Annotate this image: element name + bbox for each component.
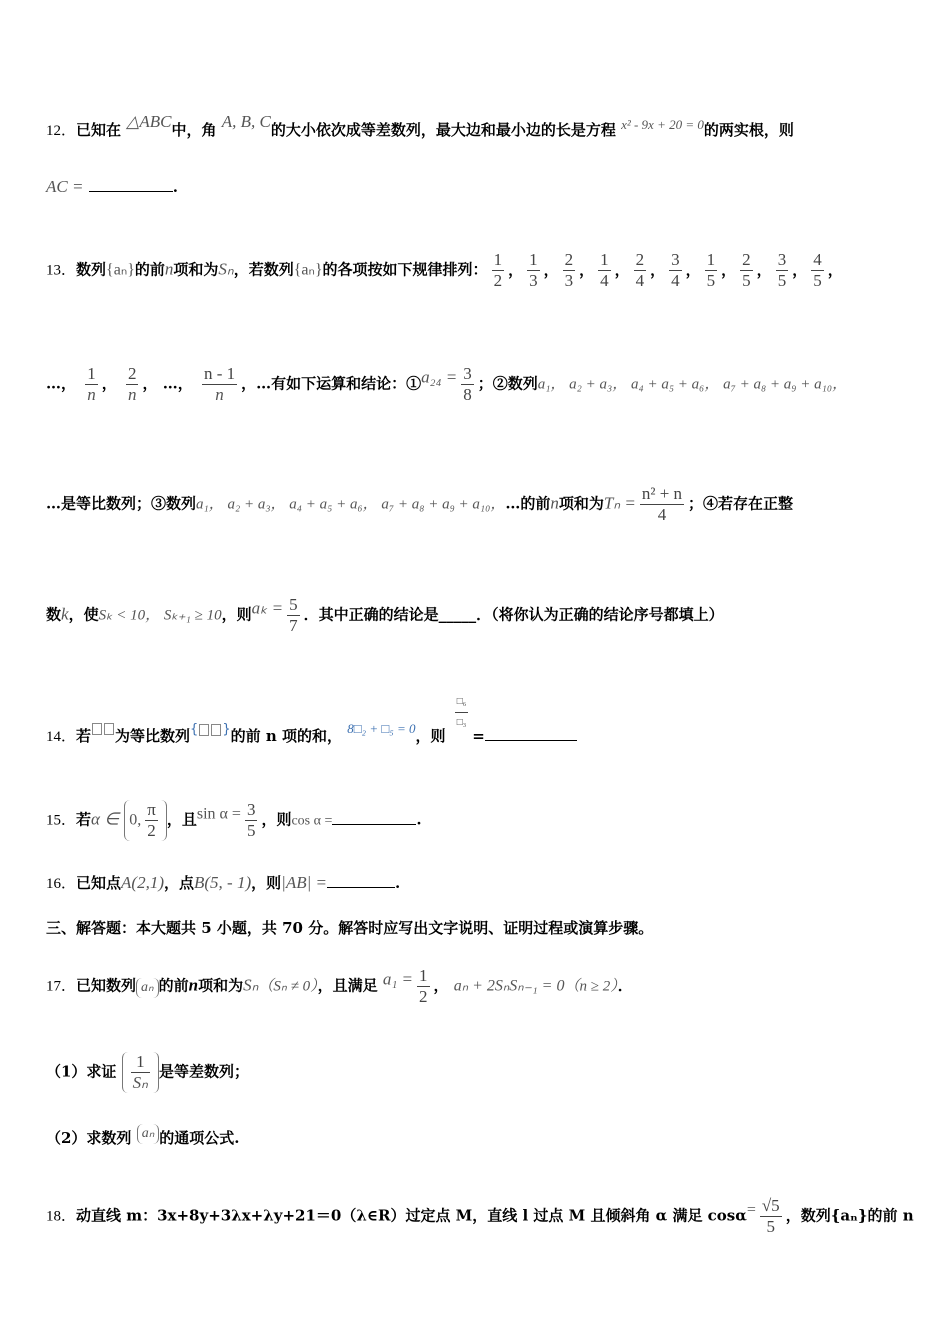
question-13-line3: …是等比数列；③数列a₁， a₂ + a₃， a₄ + a₅ + a₆， a₇ + a₈ + a₉ + a₁₀，…的前n项和为Tₙ = $\frac{\text{n² + n}}{4}$ ；④若存在正整 <box>46 484 794 524</box>
question-13-line2: …， $\frac{1}{n}$ ， $\frac{2}{n}$ ， …， $\frac{n - 1}{n}$ ，…有如下运算和结论：①a₂₄ = $\frac{3}{8}$ ；②数列a₁， a₂ + a₃， a₄ + a₅ + a₆， a₇ + a₈ + a₉ + a₁₀， <box>46 364 848 404</box>
sequence-fraction: $\frac{1}{2}$ <box>493 250 503 290</box>
math-tn: Tₙ = <box>603 493 636 513</box>
math-an: {aₙ} <box>106 261 135 279</box>
math-angles: A, B, C <box>221 112 271 131</box>
question-13-line4: 数k，使Sₖ < 10， Sₖ₊₁ ≥ 10，则aₖ = $\frac{5}{7}$ ．其中正确的结论是_____．（将你认为正确的结论序号都填上） <box>46 595 724 635</box>
question-number: 12． <box>46 123 77 139</box>
reciprocal-sn: $\frac{1}{\text{Sₙ}}$ <box>122 1052 159 1093</box>
math-point-a: A(2,1) <box>121 873 164 892</box>
question-12-answer: AC = . <box>46 177 178 196</box>
math-condition: Sₖ < 10， Sₖ₊₁ ≥ 10 <box>98 607 222 624</box>
math-an: aₙ <box>137 1124 160 1144</box>
math-condition-2: （n ≥ 2） <box>564 978 618 995</box>
sequence-fraction: $\frac{1}{4}$ <box>600 250 609 290</box>
math-sequence-2: a₁， a₂ + a₃， a₄ + a₅ + a₆， a₇ + a₈ + a₉ + a₁₀， <box>537 376 848 393</box>
sequence-fraction: $\frac{2}{5}$ <box>742 250 751 290</box>
placeholder-sn <box>91 719 115 737</box>
question-17: 17．已知数列 aₙ 的前n项和为Sₙ（Sₙ ≠ 0），且满足 a₁ = $\frac{1}{2}$ ， aₙ + 2SₙSₙ₋₁ = 0（n ≥ 2）． <box>46 966 633 1006</box>
question-12: 12．已知在 △ABC中，角 A, B, C的大小依次成等差数列，最大边和最小边的长是方程 x² - 9x + 20 = 0的两实根，则 <box>46 112 794 139</box>
math-cos: cos α = <box>291 813 333 829</box>
math-triangle: △ABC <box>126 112 172 131</box>
sequence-fraction: $\frac{3}{4}$ <box>671 250 680 290</box>
question-15: 15．若α ∈ 0, $\frac{\pi}{2}$ ，且sin α = $\frac{3}{5}$ ，则cos α = . <box>46 800 422 840</box>
math-relation: aₙ + 2SₙSₙ₋₁ = 0 <box>453 977 565 995</box>
math-an: aₙ <box>136 978 159 998</box>
sequence-fraction: $\frac{2}{4}$ <box>635 250 645 290</box>
question-number: 14． <box>46 729 77 745</box>
sequence-fraction: $\frac{1}{3}$ <box>529 250 538 290</box>
question-14: 14．若 为等比数列{ }的前 n 项的和， 8□₂ + □₅ = 0，则 $\frac{\text{□₆}}{\text{□₃}}$ = <box>46 692 910 747</box>
fraction-n-minus-1-n: $\frac{n - 1}{n}$ <box>203 364 236 404</box>
math-sin: sin α = <box>196 805 241 823</box>
question-18: 18．动直线 m：3x+8y+3λx+λy+21＝0（λ∈R）过定点 M，直线 l 过点 M 且倾斜角 α 满足 cosα= $\frac{√5}{5}$ ，数列{aₙ}的前 n <box>46 1196 914 1236</box>
fraction-1-n: $\frac{1}{n}$ <box>87 364 96 404</box>
fraction-1-2: $\frac{1}{2}$ <box>419 966 428 1006</box>
math-sn: Sₙ <box>243 975 259 995</box>
answer-blank <box>327 872 395 888</box>
question-number: 13． <box>46 262 77 279</box>
math-sequence-3: a₁， a₂ + a₃， a₄ + a₅ + a₆， a₇ + a₈ + a₉ + a₁₀， <box>196 496 506 513</box>
fraction-pi-2: $\frac{\pi}{2}$ <box>147 800 156 840</box>
fraction-3-5: $\frac{3}{5}$ <box>246 800 256 840</box>
sequence-fraction: $\frac{3}{5}$ <box>777 250 787 290</box>
question-13: 13．数列{aₙ}的前n项和为Sₙ，若数列{aₙ}的各项按如下规律排列： $\frac{1}{2}$ ， $\frac{1}{3}$ ， $\frac{2}{3}$ ， $\frac{1}{4}$ ， $\frac{2}{4}$ ， $\frac{3}{4}$ ， $\frac{1}{5}$ ， $\frac{2}{5}$ ， $\frac{3}{5}$ ， $\frac{4}{5}$ ， <box>46 250 843 290</box>
section-heading: 三、解答题：本大题共 5 小题，共 70 分。解答时应写出文字说明、证明过程或演算步骤。 <box>46 919 654 937</box>
math-a1: a₁ = <box>382 969 413 989</box>
math-equation: x² - 9x + 20 = 0 <box>621 117 704 132</box>
question-number: 18． <box>46 1208 77 1225</box>
interval: 0, $\frac{\pi}{2}$ <box>124 800 167 841</box>
fraction-tn: $\frac{\text{n² + n}}{4}$ <box>641 484 683 524</box>
question-17-part-1: （1）求证 $\frac{1}{\text{Sₙ}}$ 是等差数列； <box>46 1052 249 1092</box>
fraction-sqrt5-5: $\frac{√5}{5}$ <box>761 1196 780 1236</box>
answer-blank <box>485 725 577 741</box>
math-ac: AC = <box>46 177 84 196</box>
fraction-2-n: $\frac{2}{n}$ <box>127 364 137 404</box>
math-ab: |AB| = <box>281 873 327 892</box>
question-number: 17． <box>46 978 77 995</box>
question-17-part-2: （2）求数列 aₙ 的通项公式. <box>46 1126 240 1147</box>
fraction-3-8: $\frac{3}{8}$ <box>463 364 472 404</box>
math-a24: a₂₄ = <box>421 367 458 387</box>
placeholder-an: { } <box>190 722 231 737</box>
math-point-b: B(5, - 1) <box>194 873 252 892</box>
sequence-fraction: $\frac{1}{5}$ <box>706 250 716 290</box>
answer-blank <box>332 809 416 825</box>
question-number: 15． <box>46 812 77 829</box>
math-sn: Sₙ <box>218 259 234 279</box>
sequence-fraction: $\frac{4}{5}$ <box>813 250 822 290</box>
math-ak: aₖ = <box>251 598 284 618</box>
fraction-5-7: $\frac{5}{7}$ <box>289 595 298 635</box>
question-number: 16． <box>46 876 77 892</box>
question-16: 16．已知点A(2,1)，点B(5, - 1)，则|AB| = . <box>46 873 401 892</box>
math-condition: （Sₙ ≠ 0） <box>258 978 318 995</box>
sequence-fraction: $\frac{2}{3}$ <box>564 250 574 290</box>
fraction-sequence: $\frac{1}{2}$ ， $\frac{1}{3}$ ， $\frac{2}{3}$ ， $\frac{1}{4}$ ， $\frac{2}{4}$ ， $\frac{3}{4}$ ， $\frac{1}{5}$ ， $\frac{2}{5}$ ， $\frac{3}{5}$ ， $\frac{4}{5}$ ， <box>493 250 843 290</box>
fraction-s6-s3: $\frac{\text{□₆}}{\text{□₃}}$ <box>455 692 469 733</box>
math-equation: 8□₂ + □₅ = 0 <box>347 721 416 736</box>
math-alpha: α ∈ <box>91 809 120 829</box>
answer-blank <box>89 176 173 192</box>
